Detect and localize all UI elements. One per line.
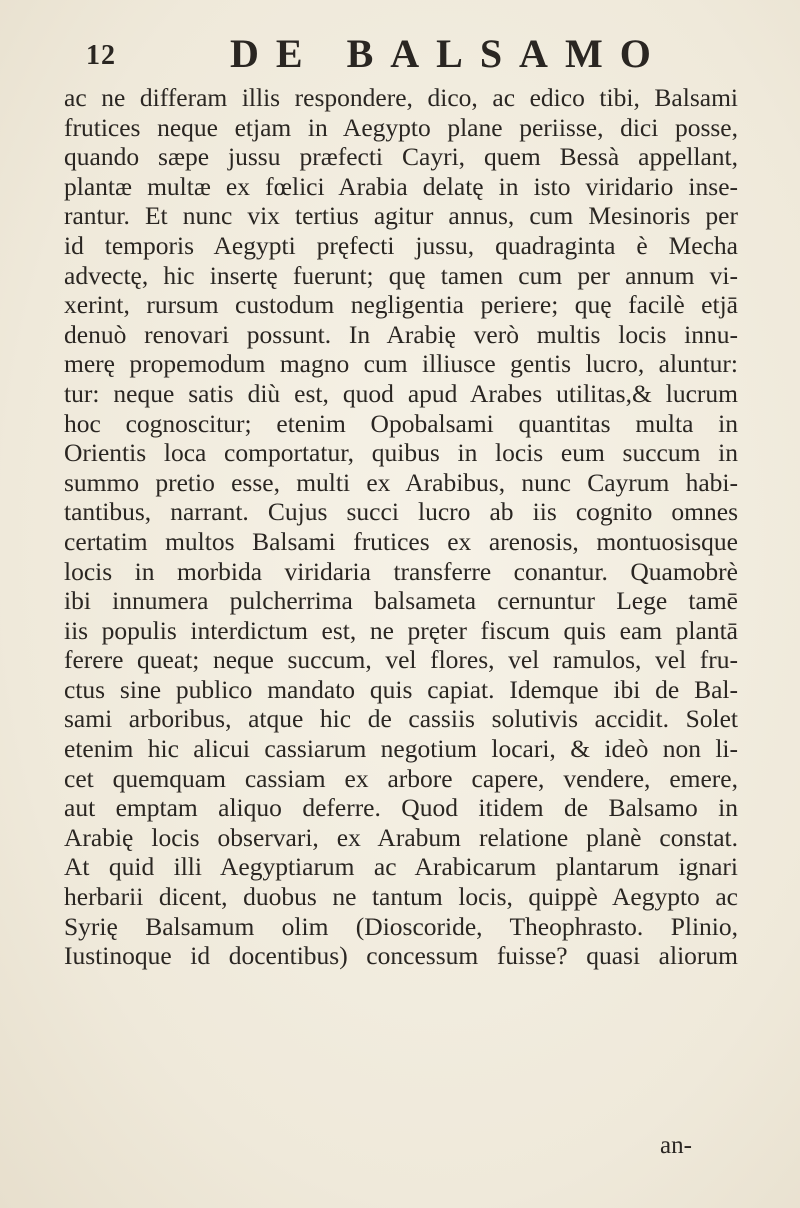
text-line: ac ne differam illis respondere, dico, ac edico tibi, Balsami <box>64 83 738 112</box>
text-line: etenim hic alicui cassiarum negotium locari, & ideò non li- <box>64 734 738 764</box>
text-line: ferere queat; neque succum, vel flores, vel ramulos, vel fru- <box>64 645 738 675</box>
text-line: cet quemquam cassiam ex arbore capere, vendere, emere, <box>64 763 738 793</box>
text-line: herbarii dicent, duobus ne tantum locis, quippè Aegypto ac <box>64 882 738 912</box>
text-line: xerint, rursum custodum negligentia periere; quę facilè etjā <box>64 290 738 320</box>
text-line: certatim multos Balsami frutices ex arenosis, montuosisque <box>64 526 738 556</box>
running-title: DE BALSAMO <box>230 31 668 76</box>
text-line: quando sæpe jussu præfecti Cayri, quem Bessà appellant, <box>64 142 738 172</box>
text-line: tantibus, narrant. Cujus succi lucro ab iis cognito omnes <box>64 497 738 527</box>
page-number: 12 <box>86 40 116 71</box>
text-line: hoc cognoscitur; etenim Opobalsami quantitas multa in <box>64 408 738 438</box>
text-line: sami arboribus, atque hic de cassiis solutivis accidit. Solet <box>64 704 738 734</box>
body-text <box>64 83 738 971</box>
text-line: Arabię locis observari, ex Arabum relatione planè constat. <box>64 822 738 852</box>
text-line: At quid illi Aegyptiarum ac Arabicarum plantarum ignari <box>64 852 738 882</box>
text-line: tur: neque satis diù est, quod apud Arabes utilitas,& lucrum <box>64 378 738 408</box>
text-line: Iustinoque id docentibus) concessum fuisse? quasi aliorum <box>64 941 738 971</box>
text-line: frutices neque etjam in Aegypto plane periisse, dici posse, <box>64 112 738 142</box>
text-line: summo pretio esse, multi ex Arabibus, nunc Cayrum habi- <box>64 467 738 497</box>
text-line: locis in morbida viridaria transferre conantur. Quamobrè <box>64 556 738 586</box>
text-line: merę propemodum magno cum illiusce gentis lucro, aluntur: <box>64 349 738 379</box>
text-line: ctus sine publico mandato quis capiat. Idemque ibi de Bal- <box>64 674 738 704</box>
text-line: denuò renovari possunt. In Arabię verò multis locis innu- <box>64 319 738 349</box>
text-line: aut emptam aliquo deferre. Quod itidem de Balsamo in <box>64 793 738 823</box>
text-line: plantæ multæ ex fœlici Arabia delatę in isto viridario inse- <box>64 171 738 201</box>
text-line: iis populis interdictum est, ne pręter fiscum quis eam plantā <box>64 615 738 645</box>
text-line: Orientis loca comportatur, quibus in locis eum succum in <box>64 438 738 468</box>
page-header <box>80 30 760 80</box>
text-line: rantur. Et nunc vix tertius agitur annus, cum Mesinoris per <box>64 201 738 231</box>
text-line: ibi innumera pulcherrima balsameta cernuntur Lege tamē <box>64 586 738 616</box>
catchword: an- <box>660 1132 692 1159</box>
text-line: advectę, hic insertę fuerunt; quę tamen cum per annum vi- <box>64 260 738 290</box>
text-line: id temporis Aegypti pręfecti jussu, quadraginta è Mecha <box>64 230 738 260</box>
text-line: Syrię Balsamum olim (Dioscoride, Theophrasto. Plinio, <box>64 911 738 941</box>
